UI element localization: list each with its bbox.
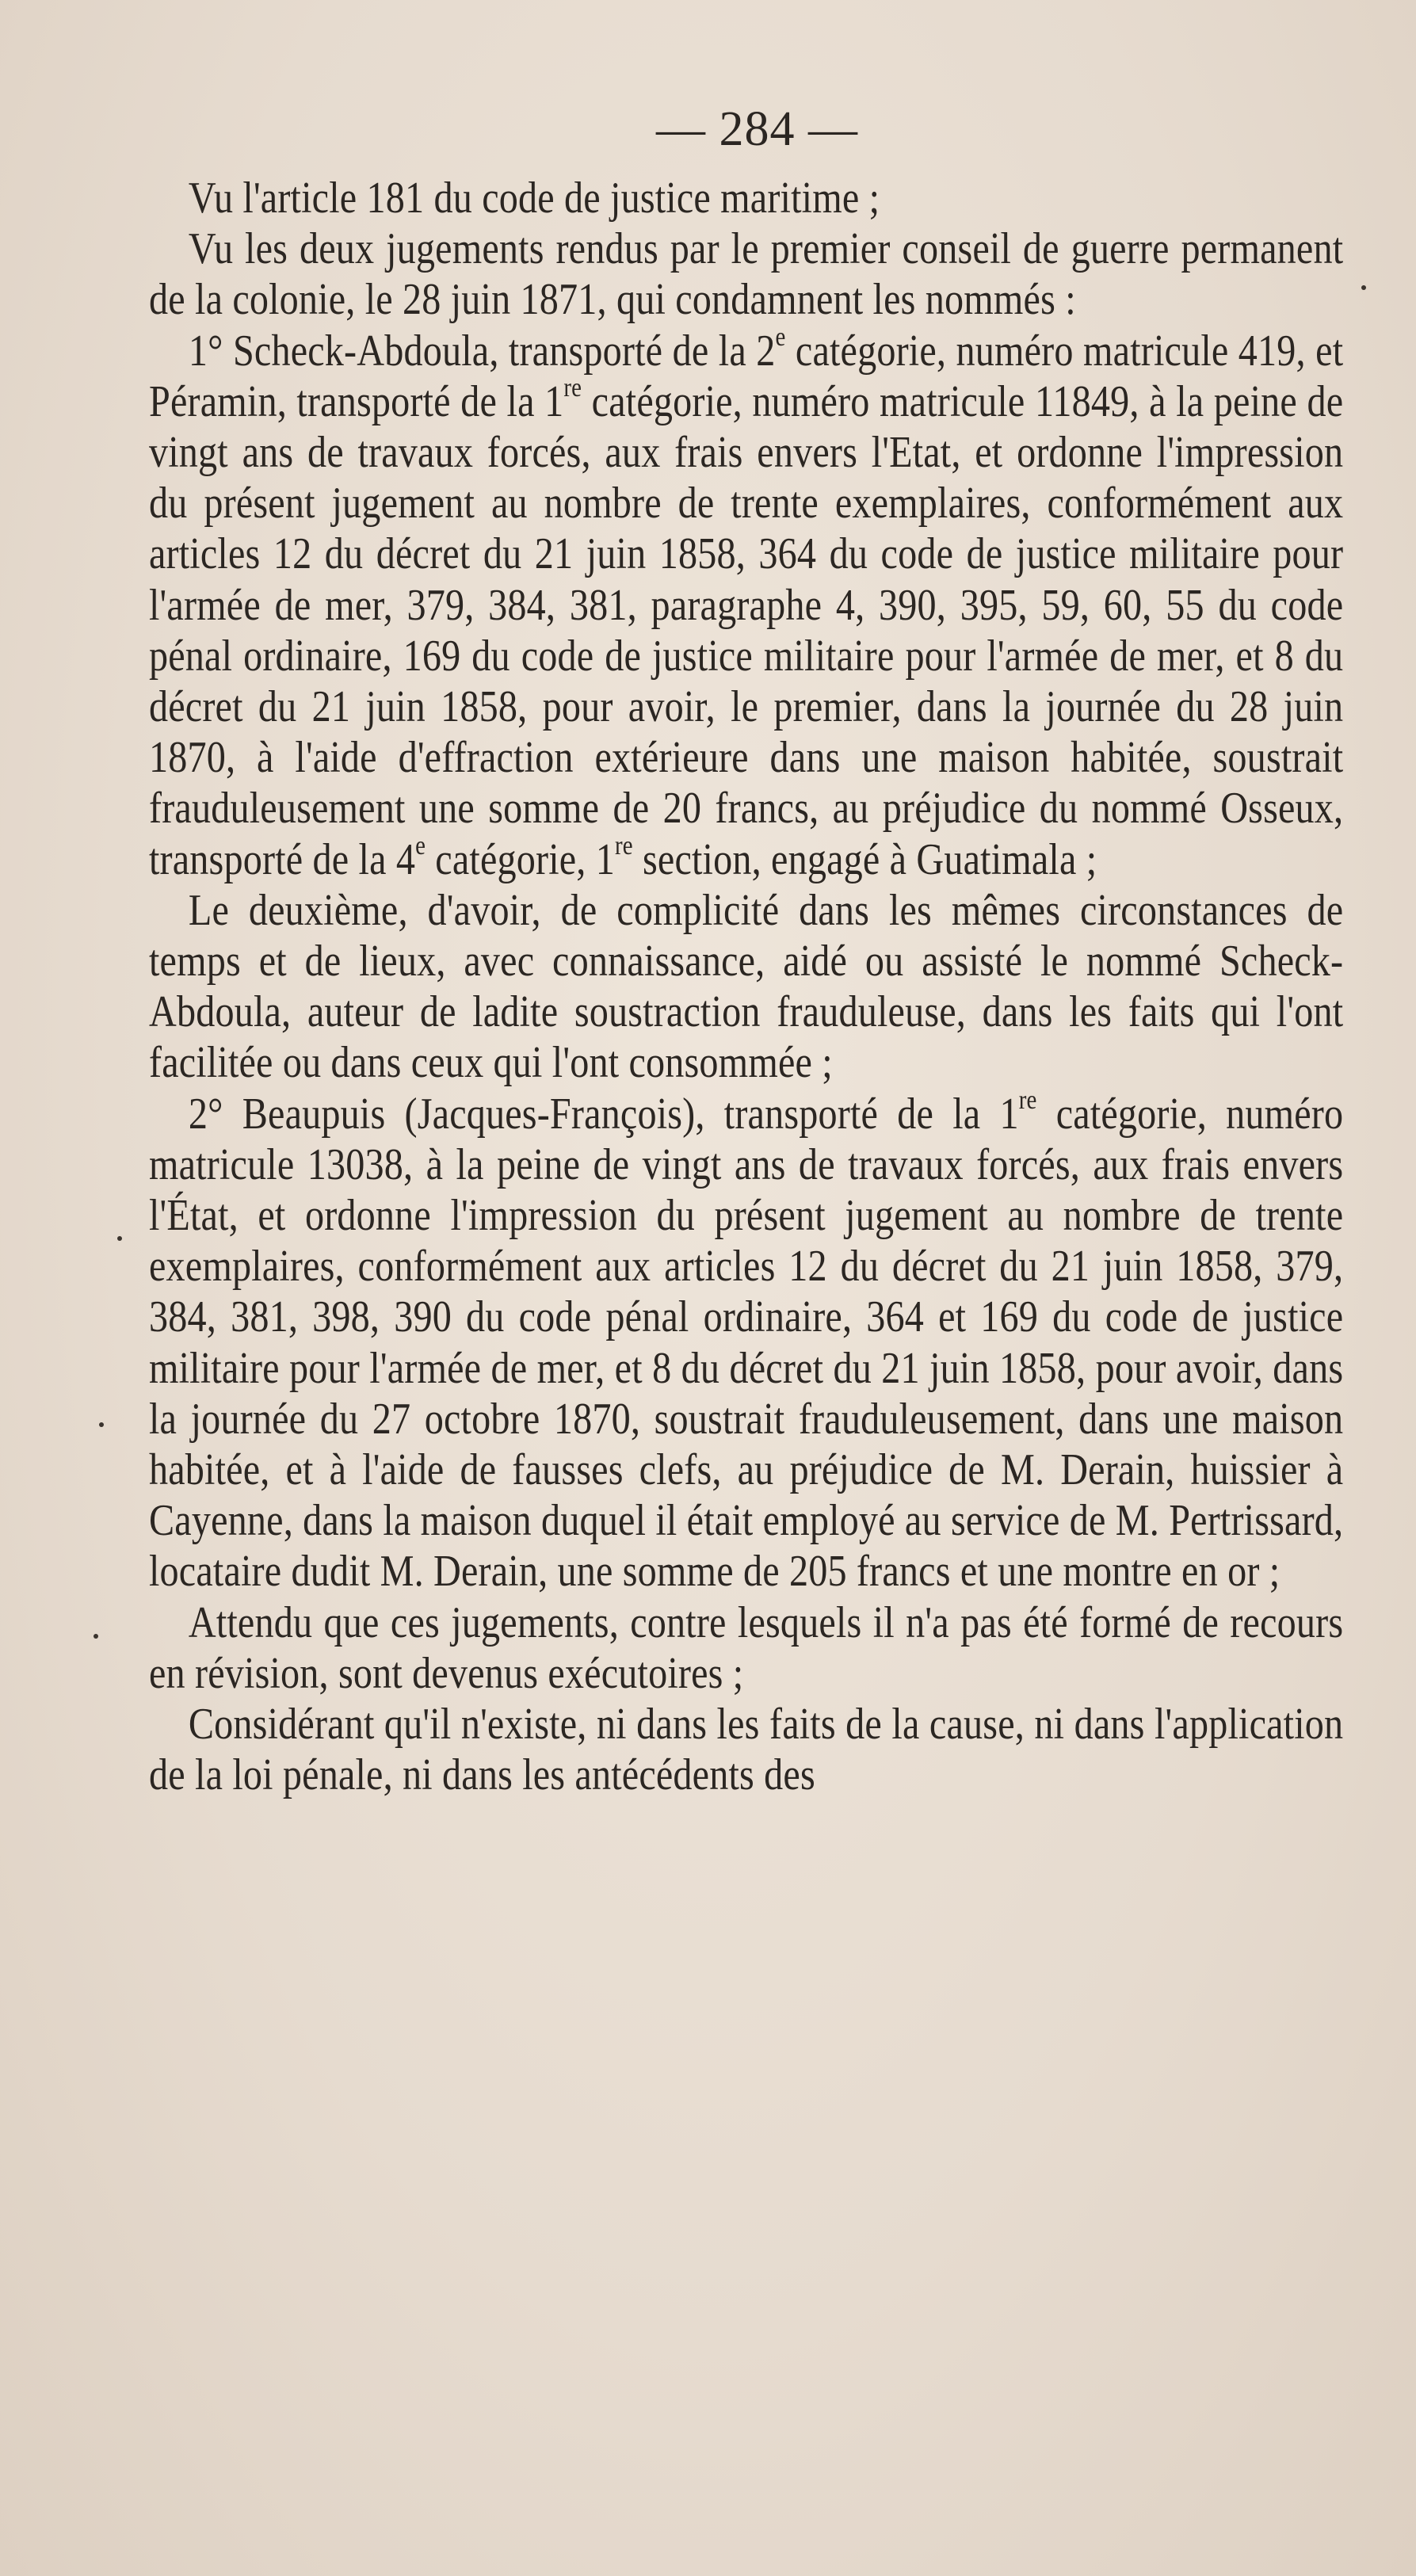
ink-speck — [1361, 285, 1366, 290]
paragraph: Vu l'article 181 du code de justice maritime ; — [188, 174, 880, 223]
ink-speck — [117, 1236, 122, 1241]
page-number: — 284 — — [656, 102, 858, 156]
ink-speck — [99, 1422, 104, 1427]
paragraph: Le deuxième, d'avoir, de complicité dans les mêmes circonstances de temps et de lieux, avec connaissance, aidé ou assisté le nommé Scheck-Abdoula, auteur de ladite soustraction frauduleuse, dans les faits qui l'ont facilitée ou dans ceux qui l'ont consommée ; — [149, 885, 1344, 1088]
ink-speck — [94, 1634, 98, 1639]
paragraph: 1° Scheck-Abdoula, transporté de la 2e catégorie, numéro matricule 419, et Péramin, transporté de la 1re catégorie, numéro matricule 11849, à la peine de vingt ans de travaux forcés, aux frais envers l'Etat, et ordonne l'impression du présent jugement au nombre de trente exemplaires, conformément aux articles 12 du décret du 21 juin 1858, 364 du code de justice militaire pour l'armée de mer, 379, 384, 381, paragraphe 4, 390, 395, 59, 60, 55 du code pénal ordinaire, 169 du code de justice militaire pour l'armée de mer, et 8 du décret du 21 juin 1858, pour avoir, le premier, dans la journée du 28 juin 1870, à l'aide d'effraction extérieure dans une maison habitée, soustrait frauduleusement une somme de 20 francs, au préjudice du nommé Osseux, transporté de la 4e catégorie, 1re section, engagé à Guatimala ; — [149, 322, 1344, 884]
paragraph: Attendu que ces jugements, contre lesquels il n'a pas été formé de recours en révision, sont devenus exécutoires ; — [149, 1597, 1344, 1698]
paragraph: Considérant qu'il n'existe, ni dans les faits de la cause, ni dans l'application de la loi pénale, ni dans les antécédents des — [149, 1700, 1344, 1800]
paragraph: Vu les deux jugements rendus par le premier conseil de guerre permanent de la colonie, le 28 juin 1871, qui condamnent les nommés : — [149, 224, 1344, 325]
paragraph: 2° Beaupuis (Jacques-François), transporté de la 1re catégorie, numéro matricule 13038, à la peine de vingt ans de travaux forcés, aux frais envers l'État, et ordonne l'impression du présent jugement au nombre de trente exemplaires, conformément aux articles 12 du décret du 21 juin 1858, 379, 384, 381, 398, 390 du code pénal ordinaire, 364 et 169 du code de justice militaire pour l'armée de mer, et 8 du décret du 21 juin 1858, pour avoir, dans la journée du 27 octobre 1870, soustrait frauduleusement, dans une maison habitée, et à l'aide de fausses clefs, au préjudice de M. Derain, huissier à Cayenne, dans la maison duquel il était employé au service de M. Pertrissard, locataire dudit M. Derain, une somme de 205 francs et une montre en or ; — [149, 1085, 1344, 1597]
